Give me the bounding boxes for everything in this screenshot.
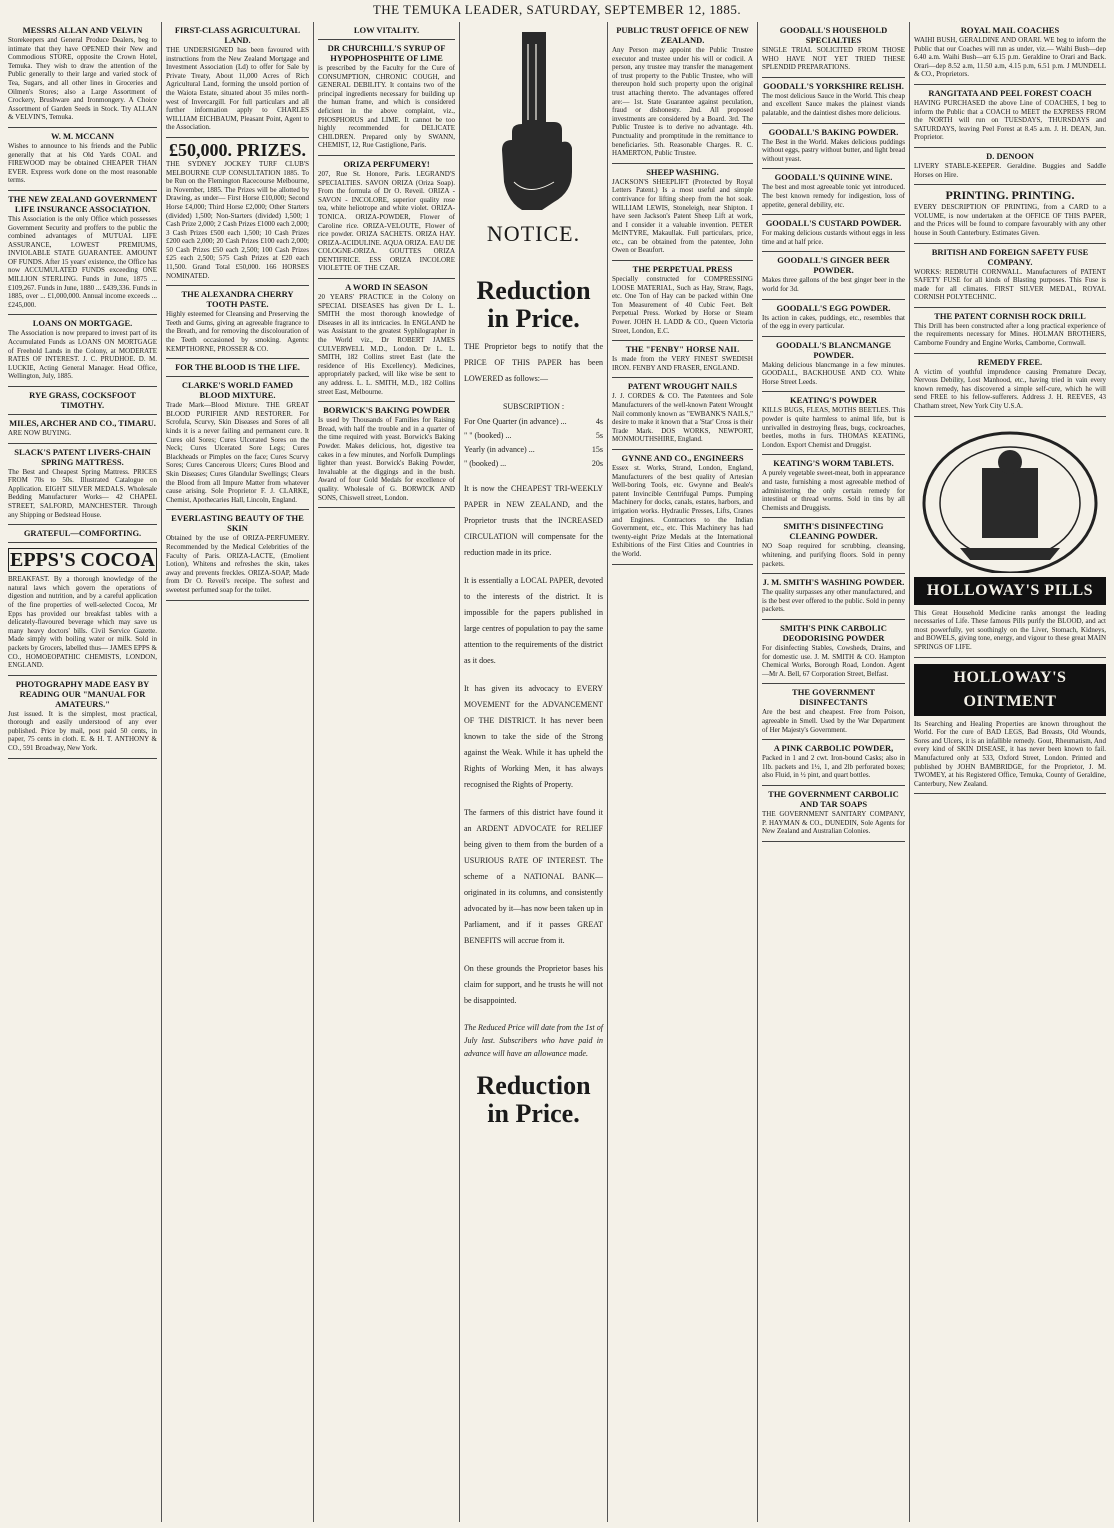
advertisement-heading: GOODALL'S CUSTARD POWDER. [765, 218, 902, 229]
rate-row [464, 429, 603, 443]
rate-price: 4s [595, 417, 603, 426]
advertisement [914, 185, 1106, 243]
advertisement-heading: GOODALL'S EGG POWDER. [776, 302, 891, 313]
rate-price: 5s [595, 431, 603, 440]
advertisement-body: KILLS BUGS, FLEAS, MOTHS BEETLES. This powder is quite harmless to animal life, but is unrivalled in destroying fleas, bugs, cockroaches, beetles, moths in furs. THOMAS KEATING, London. Export Chemist and Druggist. [762, 406, 905, 449]
advertisement-heading: A WORD IN SEASON [345, 282, 428, 293]
rate-price: 15s [591, 445, 603, 454]
notice-paragraph: The farmers of this district have found it an ARDENT ADVOCATE for RELIEF being given to them from the burden of a USURIOUS RATE OF INTEREST. The scheme of a NATIONAL BANK—originated in its columns, and consistently advocated by it—has now been taken up in Parliament, and if it passes GREAT BENEFITS will accrue from it. [464, 808, 603, 945]
advertisement-heading: PATENT WROUGHT NAILS [627, 381, 738, 392]
advertisement [762, 124, 905, 170]
pointing-hand-icon [484, 32, 584, 212]
advertisement-body: Essex st. Works, Strand, London, England, Manufacturers of the best quality of Artesian Well-boring Tools, etc. Gwynne and Beale's patent Invincible Centrifugal Pumps. Pumping Machinery for docks, canals, estates, harbors, and irrigation works. Hydraulic Presses, Lifts, Cranes and Engines. Contractors to the Indian Government, etc., etc. This Machinery has had twenty-eight Prize Medals at the International Exhibitions of the First Cities and Countries in the World. [612, 463, 753, 558]
advertisement-body: Is used by Thousands of Families for Raising Bread, with half the trouble and in a quarter of the time required with yeast. Borwick's Baking Powder. Makes delicious, hot, digestive tea cakes in a few minutes, and Norfolk Dumplings lighter than yeast. Borwick's Baking Powder, Invaluable at the diggings and in the bush. Award of four Gold Medals for excellence of quality. Wholesale of G. BORWICK AND SONS, Chiswell street, London. [318, 416, 455, 502]
column-4-notice [460, 22, 608, 1522]
advertisement-body: This Drill has been constructed after a long practical experience of the requirements necessary for Mines. HOLMAN BROTHERS, Camborne Foundry and Engine Works, Camborne, Cornwall. [914, 321, 1106, 348]
advertisement-heading: J. M. SMITH'S WASHING POWDER. [762, 577, 905, 588]
advertisement-body: A purely vegetable sweet-meat, both in appearance and taste, furnishing a most agreeable method of administering the only certain remedy for intestinal or thread worms. Sold in tins by all Chemists and Druggists. [762, 469, 905, 512]
advertisement [914, 148, 1106, 185]
advertisement-heading: D. DENOON [986, 150, 1034, 161]
advertisement-body: THE GOVERNMENT SANITARY COMPANY, P. HAYMAN & CO., DUNEDIN, Sole Agents for New Zealand and Australian Colonies. [762, 809, 905, 836]
advertisement-body: Are the best and cheapest. Free from Poison, agreeable in Smell. Used by the War Department of Her Majesty's Government. [762, 708, 905, 734]
advertisement-heading: FOR THE BLOOD IS THE LIFE. [175, 362, 300, 373]
advertisement-heading: THE PATENT CORNISH ROCK DRILL [934, 310, 1086, 321]
advertisement-body: The most delicious Sauce in the World. This cheap and excellent Sauce makes the plainest viands palatable, and the daintiest dishes more delicious. [762, 91, 905, 117]
advertisement-body: 207, Rue St. Honore, Paris. LEGRAND'S SPECIALTIES. SAVON ORIZA (Oriza Soap). From the formula of Dr O. Reveil. ORIZA - SAVON - INCOLORE, superior quality rose tea, white heliotrope and white violet. ORIZA-TONICA. ORIZA-POWDER, Flower of Caroline rice. ORIZA-VELOUTE, Flower of rice powder. ORIZA SACHETS. ORIZA HAY. ORIZA-ACIDULINE. AQUA ORIZA. EAU DE COLOGNE-ORIZA. GOUTTES ORIZA DENTIFRICE. ESS ORIZA INCOLORE VIOLETTE OF THE CZAR. [318, 169, 455, 273]
advertisement-heading: SHEEP WASHING. [646, 166, 719, 177]
advertisement-heading: PHOTOGRAPHY MADE EASY BY READING OUR "MANUAL FOR AMATEURS." [15, 678, 150, 709]
advertisement [166, 22, 309, 138]
advertisement [914, 658, 1106, 795]
advertisement-body: Specially constructed for COMPRESSING LOOSE MATERIAL, Such as Hay, Straw, Rags, etc. One Ton of Hay can be packed within One Ton Measurement of 40 Cubic Feet. Belt Perpetual Press. Worked by Horse or Steam Power. JOHN H. LADD & CO., Queen Victoria Street, London, E.C. [612, 275, 753, 335]
advertisement [762, 22, 905, 78]
advertisement [318, 156, 455, 279]
advertisement-heading: KEATING'S WORM TABLETS. [773, 458, 894, 469]
advertisement-body: Its Searching and Healing Properties are known throughout the World. For the cure of BAD LEGS, Bad Breasts, Old Wounds, Sores and Ulcers, it is an infallible remedy. Gout, Rheumatism, And every kind of SKIN DISEASE, it has never been known to fail. Manufactured only at 533, Oxford Street, London. Printed and published by JOHN BAMBRIDGE, for the Proprietor, J. M. TWOMEY, at his Registered Office, Temuka, County of Geraldine, Canterbury, New Zealand. [914, 719, 1106, 788]
advertisement-heading: FIRST-CLASS AGRICULTURAL LAND. [174, 25, 301, 45]
advertisement-body: HAVING PURCHASED the above Line of COACHES, I beg to inform the Public that a COACH to MEET the EXPRESS FROM the NORTH will run on TUESDAYS, THURSDAYS and SATURDAYS, leaving Peel Forest at 8.45 a.m. J. H. DEAN, Jun. Proprietor. [914, 98, 1106, 142]
advertisement [8, 128, 157, 191]
advertisement-heading: EVERLASTING BEAUTY OF THE SKIN [171, 513, 304, 534]
advertisement-body: Obtained by the use of ORIZA-PERFUMERY. Recommended by the Medical Celebrities of the Faculty of Paris. ORIZA-LACTE, (Emolient Lotion), Whitens and refreshes the skin, takes away and prevents freckles. ORIZA-SOAP, Made from Dr O. Reveil's receipe. The softest and sweetest perfumed soap for the toilet. [166, 534, 309, 594]
advertisement [914, 22, 1106, 85]
advertisement [166, 138, 309, 286]
advertisement-heading: HOLLOWAY'S PILLS [914, 577, 1106, 605]
advertisement-heading: GOODALL'S GINGER BEER POWDER. [777, 255, 890, 276]
advertisement [318, 279, 455, 402]
columns [4, 22, 1110, 1524]
oddfellows-emblem-icon [920, 423, 1100, 573]
advertisement [914, 417, 1106, 658]
advertisement-body: 20 YEARS' PRACTICE in the Colony on SPECIAL DISEASES has given Dr L. L. SMITH the most thorough knowledge of Diseases in all its intricacies. In ENGLAND he was Assistant to the greatest Syphilographer in the World viz., Dr ROBERT JAMES CULVERWELL M.D., London. Dr L. L. SMITH, 182 Collins street East (late the residence of His Excellency). Medicines, appropriately packed, will like wise be sent to any address. L. L. SMITH, M.D., 182 Collins street East, Melbourne. [318, 293, 455, 396]
advertisement-body: For disinfecting Stables, Cowsheds, Drains, and for domestic use. J. M. SMITH & CO. Hampton Chemical Works, Borough Road, London. Agent—Mr A. Bell, 67 Corporation Street, Belfast. [762, 643, 905, 678]
advertisement-body: NO Soap required for scrubbing, cleansing, whitening, and purifying floors. Sold in penny packets. [762, 542, 905, 568]
rate-price: 20s [591, 459, 603, 468]
advertisement-body: ARE NOW BUYING. [8, 429, 72, 437]
advertisement-body: This Great Household Medicine ranks amongst the leading necessaries of Life. These famous Pills purify the BLOOD, and act most powerfully, yet soothingly on the Liver, Stomach, Kidneys, and BOWELS, giving tone, energy, and vigour to these great MAIN SPRINGS OF LIFE. [914, 608, 1106, 651]
advertisement [612, 378, 753, 450]
advertisement-body: The Association is now prepared to invest part of its Accumulated Funds as LOANS ON MORTGAGE of Freehold Lands in the Colony, at MODERATE RATES OF INTEREST. J. C. PRUDHOE. D. M. LUCKIE, Acting General Manager. Head Office, Wellington, July, 1885. [8, 329, 157, 381]
advertisement-body: Makes three gallons of the best ginger beer in the world for 3d. [762, 276, 905, 293]
advertisement [318, 402, 455, 508]
advertisement [8, 191, 157, 316]
advertisement-heading: GOODALL'S QUININE WINE. [774, 172, 893, 183]
advertisement [166, 510, 309, 600]
masthead [0, 0, 1114, 20]
advertisement [612, 341, 753, 378]
advertisement [762, 300, 905, 337]
advertisement [612, 450, 753, 565]
advertisement-heading: PUBLIC TRUST OFFICE OF NEW ZEALAND. [616, 25, 749, 45]
advertisement-heading: PRINTING. PRINTING. [945, 188, 1075, 203]
advertisement-body: THE SYDNEY JOCKEY TURF CLUB'S MELBOURNE CUP CONSULTATION 1885. To be Run on the Flemington Racecourse Melbourne, in November, 1885. The Prizes will be allotted by Drawing, as under— First Horse £10,000; Second Horse £4,000; Third Horse £2,000; Other Starters (divided) 1,500; Non-Starters (divided) 1,500; 1 Cash Prize 2,000; 2 Cash Prizes £1000 each 2,000; 3 Cash Prizes £500 each 1,500; 10 Cash Prizes £200 each 2,000; 20 Cash Prizes £100 each 2,000; 50 Cash Prizes £50 each 2,500; 100 Cash Prizes £25 each 2,500; 575 Cash Prizes at £20 each 11,500. Grand Total £50,000. 166 HORSES NOMINATED. [166, 159, 309, 280]
rate-row [464, 415, 603, 429]
advertisement-heading: REMEDY FREE. [977, 356, 1043, 367]
notice-paragraph: It is essentially a LOCAL PAPER, devoted to the interests of the district. It is impossible for the papers published in large centres of population to pay the same attention to the requirements of the district as it does. [464, 576, 603, 665]
rate-row [464, 457, 603, 471]
advertisement-body: Making delicious blancmange in a few minutes. GOODALL, BACKHOUSE AND CO. White Horse Street Leeds. [762, 360, 905, 386]
advertisement-body: Packed in 1 and 2 cwt. Iron-bound Casks; also in 1lb. packets and 1½, 1, and 2lb perforated boxes; also Fluid, in ½ pint, and quart bottles. [762, 754, 905, 780]
advertisement [914, 244, 1106, 308]
advertisement-body: WAIHI BUSH, GERALDINE AND ORARI. WE beg to inform the Public that our Coaches will run as under, viz.— Waihi Bush—dep 6.40 a.m. Waihi Bush—arr 6.15 p.m. Geraldine to Orari and Back. Orari—dep 8.52 a.m, 11.50 a.m, 4.15 p.m, 6.51 p.m. J MUNDELL & CO., Proprietors. [914, 36, 1106, 79]
masthead-title: THE TEMUKA LEADER, SATURDAY, SEPTEMBER 12, 1885. [372, 2, 742, 17]
advertisement-heading: SLACK'S PATENT LIVERS-CHAIN SPRING MATTRESS. [14, 446, 151, 467]
advertisement [762, 392, 905, 455]
advertisement-heading: MILES, ARCHER AND CO., TIMARU. [9, 418, 156, 428]
column-6 [758, 22, 910, 1522]
advertisement-heading: BORWICK'S BAKING POWDER [323, 405, 450, 416]
advertisement-heading: THE GOVERNMENT CARBOLIC AND TAR SOAPS [768, 788, 899, 809]
advertisement-heading: THE NEW ZEALAND GOVERNMENT LIFE INSURANCE ASSOCIATION. [8, 193, 157, 214]
notice-body [464, 339, 603, 1060]
advertisement [762, 215, 905, 252]
column-2 [162, 22, 314, 1522]
advertisement-body: JACKSON'S SHEEPLIFT (Protected by Royal Letters Patent.) Is a most useful and simple contrivance for lifting sheep from the hot soak. WILLIAM LEWIS, Stoneleigh, near Shipton. I have seen Jackson's Patent Sheep Lift at work, and I consider it a valuable invention. PETER McINTYRE, Makaullak. Full particulars, price, etc., can be obtained from the patentee, John Owen or Beaufort. [612, 177, 753, 255]
advertisement [8, 22, 157, 128]
column-5 [608, 22, 758, 1522]
advertisement [166, 286, 309, 359]
advertisement-body: This Association is the only Office which possesses Government Security and proffers to the public the combined advantages of MUTUAL LIFE ASSURANCE, LOWEST PREMIUMS, INVIOLABLE STATE GUARANTEE. AMOUNT OF FUNDS. After 15 years' existence, the Office has now ACCUMULATED FUNDS exceeding ONE MILLION STERLING. Funds in June, 1875 ... £109,267. Funds in June, 1880 ... £439,336. Funds in 1885, over ... £1,000,000. Annual income exceeds ... £245,000. [8, 214, 157, 309]
notice-heading-bottom: Reduction in Price. [476, 1071, 591, 1128]
advertisement-heading: THE ALEXANDRA CHERRY TOOTH PASTE. [181, 289, 294, 310]
advertisement-body: Its action in cakes, puddings, etc., resembles that of the egg in every particular. [762, 313, 905, 331]
advertisement-heading: A PINK CARBOLIC POWDER, [773, 743, 894, 754]
advertisement-heading: SMITH'S PINK CARBOLIC DEODORISING POWDER [780, 622, 887, 643]
advertisement [8, 315, 157, 387]
advertisement-body: WORKS: REDRUTH CORNWALL. Manufacturers of PATENT SAFETY FUSE for all kinds of Blasting purposes. This Fuse is made for all climates. FIRST SILVER MEDAL, ROYAL CORNISH POLYTECHNIC. [914, 267, 1106, 302]
advertisement-heading: RANGITATA AND PEEL FOREST COACH [928, 87, 1092, 98]
rate-row [464, 443, 603, 457]
advertisement [166, 377, 309, 510]
advertisement-body: is prescribed by the Faculty for the Cure of CONSUMPTION, CHRONIC COUGH, and GENERAL DEBILITY. It contains two of the principal ingredients necessary for building up the human frame, and which is considered deficient in the above complaint, viz., PHOSPHORUS and LIME. It cannot be too highly recommended for DELICATE CHILDREN. Prepared only by SWANN, CHEMIST, 12, Rue Castiglione, Paris. [318, 64, 455, 150]
advertisement-body: The Best in the World. Makes delicious puddings without eggs, pastry without butter, and light bread without yeast. [762, 137, 906, 163]
advertisement-heading: THE GOVERNMENT DISINFECTANTS [792, 687, 875, 708]
advertisement-heading: RYE GRASS, COCKSFOOT TIMOTHY. [29, 390, 136, 410]
rate-label: " " (booked) ... [464, 431, 512, 440]
advertisement [762, 455, 905, 518]
advertisement [762, 169, 905, 215]
advertisement-body: The quality surpasses any other manufactured, and is the best ever offered to the public. Sold in penny packets. [762, 588, 905, 614]
advertisement-heading: CLARKE'S WORLD FAMED BLOOD MIXTURE. [181, 380, 294, 401]
advertisement [612, 22, 753, 164]
advertisement-body: Highly esteemed for Cleansing and Preserving the Teeth and Gums, giving an agreeable fragrance to the Breath, and for removing the discolouration of the Teeth occasioned by smoking. Agents: KEMPTHORNE, PROSSER & CO. [166, 310, 309, 353]
advertisement [318, 22, 455, 40]
rate-table [464, 415, 603, 471]
advertisement-heading: THE PERPETUAL PRESS [632, 264, 733, 275]
advertisement-heading: GOODALL'S BLANCMANGE POWDER. [776, 339, 891, 360]
advertisement-body: Is made from the VERY FINEST SWEDISH IRON. FENBY AND FRASER, ENGLAND. [612, 355, 753, 372]
notice-intro: THE Proprietor begs to notify that the PRICE OF THIS PAPER has been LOWERED as follows:— [464, 342, 603, 383]
advertisement-body: Any Person may appoint the Public Trustee executor and trustee under his will or codicil. A person, any trustee may transfer the management of trust property to the Public Trustee, who will thereupon hold such property upon the original trust attaching thereto. The advantages offered are:— 1st. State Guarantee against peculation, fraud or dishonesty. 2nd. All proposed investments are considered by a Board. 3rd. The Public Trustee is to derive no advantage. 4th. Punctuality and promptitude in the remittance to beneficiaries. 5th. Reasonable Charges. R. C. HAMERTON, Public Trustee. [612, 46, 753, 158]
advertisement-heading: KEATING'S POWDER [790, 395, 877, 406]
advertisement-body: The best and most agreeable tonic yet introduced. The best known remedy for indigestion, loss of appetite, general debility, etc. [762, 183, 905, 209]
advertisement [762, 337, 905, 393]
advertisement [914, 308, 1106, 354]
advertisement-body: THE UNDERSIGNED has been favoured with instructions from the New Zealand Mortgage and Investment Association (Ld) to offer for Sale by Private Treaty, About 11,000 Acres of Rich Agricultural Land, forming the unsold portion of the Waiota Estate, situated about 35 miles north-west of Invercargill. For full particulars and all further information apply to CHARLES WILLIAM EICHBAUM, Pleasant Point, Agent to the Association. [166, 46, 309, 132]
rate-label: Yearly (in advance) ... [464, 445, 535, 454]
advertisement-heading: W. M. MCCANN [51, 130, 114, 141]
advertisement [612, 261, 753, 341]
notice-footer: The Reduced Price will date from the 1st of July last. Subscribers who have paid in advance will have an allowance made. [464, 1023, 603, 1058]
advertisement [8, 387, 157, 415]
notice-paragraph: It has given its advocacy to EVERY MOVEMENT for the ADVANCEMENT OF THE DISTRICT. It has never been known to take the side of the Strong against the Weak. While it has upheld the Rights of Working Men, it has always recognised the Rights of Property. [464, 684, 603, 789]
advertisement [762, 684, 905, 740]
advertisement-heading: GOODALL'S BAKING POWDER. [768, 126, 899, 137]
advertisement-heading: GYNNE AND CO., ENGINEERS [621, 452, 744, 463]
advertisement [914, 85, 1106, 148]
rate-label: " (booked) ... [464, 459, 507, 468]
advertisement-heading: LOW VITALITY. [353, 25, 420, 35]
advertisement-body: LIVERY STABLE-KEEPER. Geraldine. Buggies and Saddle Horses on Hire. [914, 161, 1106, 179]
advertisement-heading: GRATEFUL—COMFORTING. [23, 528, 142, 539]
advertisement-heading: DR CHURCHILL'S SYRUP OF HYPOPHOSPHITE OF LIME [327, 43, 446, 63]
advertisement-heading: ORIZA PERFUMERY! [343, 158, 430, 169]
advertisement-heading: GOODALL'S HOUSEHOLD SPECIALTIES [779, 25, 888, 45]
advertisement-heading: THE "FENBY" HORSE NAIL [625, 344, 740, 355]
advertisement-heading: SMITH'S DISINFECTING CLEANING POWDER. [783, 521, 884, 542]
advertisement [8, 676, 157, 759]
advertisement-heading: GOODALL'S YORKSHIRE RELISH. [763, 80, 904, 91]
advertisement-heading: £50,000. PRIZES. [168, 139, 307, 160]
notice-paragraph: It is now the CHEAPEST TRI-WEEKLY PAPER in NEW ZEALAND, and the Proprietor trusts that the INCREASED CIRCULATION will compensate for the reduction made in its price. [464, 484, 603, 557]
advertisement-body: BREAKFAST. By a thorough knowledge of the natural laws which govern the operations of digestion and nutrition, and by a careful application of the fine properties of well-selected Cocoa, Mr Epps has provided our breakfast tables with a delicately-flavoured beverage which may save us many heavy doctors' bills. Civil Service Gazette. Made simply with boiling water or milk. Sold in packets by Grocers, labelled thus— JAMES EPPS & CO., HOMOEOPATHIC CHEMISTS, LONDON, ENGLAND. [8, 575, 157, 670]
advertisement [612, 164, 753, 261]
advertisement-body: Trade Mark—Blood Mixture. THE GREAT BLOOD PURIFIER AND RESTORER. For Scrofula, Scurvy, Skin Diseases and Sores of all kinds it is a never failing and permanent cure. It Cures old Sores; Cures Ulcerated Sores on the Neck; Cures Ulcerated Sore Legs; Cures Blackheads or Pimples on the face; Cures Scurvy Sores; Cures Cancerous Ulcers; Cures Blood and Skin Diseases; Cures Glandular Swellings; Clears the Blood from all Impure Matter from whatever cause arising. Sole Proprietor F. J. CLARKE, Chemist, Apothecaries Hall, Lincoln, England. [166, 401, 309, 504]
notice-title: NOTICE. [486, 221, 581, 246]
advertisement [762, 740, 905, 786]
column-3 [314, 22, 460, 1522]
subscription-label: SUBSCRIPTION : [502, 402, 565, 411]
notice-paragraphs [464, 481, 603, 1009]
advertisement-body: Wishes to announce to his friends and the Public generally that at his Old Yards COAL and FIREWOOD may be obtained CHEAPER THAN EVER. Express work done on the most reasonable terms. [8, 141, 157, 185]
advertisement [762, 786, 905, 842]
rate-label: For One Quarter (in advance) ... [464, 417, 567, 426]
advertisement [318, 40, 455, 156]
advertisement [8, 525, 157, 543]
advertisement [8, 415, 157, 444]
advertisement-body: The Best and Cheapest Spring Mattress. PRICES FROM 70s to 50s. Illustrated Catalogue on Application. EIGHT SILVER MEDALS. Wholesale Bedding Manufacturer Works— 42 CHAPEL STREET, SALFORD, MANCHESTER. Through any Shipping or Bedstead House. [8, 467, 157, 519]
advertisement-heading: HOLLOWAY'S OINTMENT [914, 664, 1106, 716]
advertisement [914, 354, 1106, 417]
advertisement-heading: LOANS ON MORTGAGE. [32, 318, 133, 329]
advertisement-body: J. J. CORDES & CO. The Patentees and Sole Manufacturers of the well-known Patent Wrought Nail commonly known as "EWBANK'S NAILS," desire to make it known that a 'Star' Cross is their Trade Mark. DOS WORKS, NEWPORT, MONMOUTHSHIRE, England. [612, 392, 753, 444]
column-1 [4, 22, 162, 1522]
advertisement-body: A victim of youthful imprudence causing Premature Decay, Nervous Debility, Lost Manhood, etc., having tried in vain every known remedy, has discovered a simple self-cure, which he will send FREE to his fellow-sufferers. Address J. H. REEVES, 43 Chatham street, New York City U.S.A. [914, 367, 1106, 411]
advertisement [8, 543, 157, 676]
advertisement-body: Storekeepers and General Produce Dealers, beg to intimate that they have OPENED their New and Commodious STORE, opposite the Crown Hotel, Temuka. They wish to draw the attention of the Public generally to their large and varied stock of Tea, Sugars, and all other lines in Groceries and Oilmen's Stores; also a Large Assortment of Crockery, Brushware and Ironmongery. A Choice Assortment of Garden Seeds in Stock. Try ALLAN & VELVIN'S, Temuka. [8, 36, 157, 122]
advertisement-heading: ROYAL MAIL COACHES [960, 25, 1060, 35]
advertisement-body: Just issued. It is the simplest, most practical, thorough and easily understood of any ever published. Price by mail, post paid 50 cents, in paper, 75 cents in cloth. E. & H. T. ANTHONY & CO., 591 Broadway, New York. [8, 709, 157, 753]
advertisement [762, 252, 905, 299]
advertisement [762, 620, 905, 684]
advertisement-body: EVERY DESCRIPTION OF PRINTING, from a CARD to a VOLUME, is now undertaken at the OFFICE OF THIS PAPER, and the Prices will be found to compare favourably with any other house in South Canterbury. Estimates Given. [914, 203, 1106, 237]
notice-paragraph: On these grounds the Proprietor bases his claim for support, and he trusts he will not be disappointed. [464, 964, 603, 1005]
notice-heading: Reduction in Price. [476, 276, 591, 333]
advertisement [8, 444, 157, 526]
advertisement [166, 359, 309, 377]
advertisement-heading: MESSRS ALLAN AND VELVIN [22, 25, 143, 35]
advertisement [762, 78, 905, 124]
advertisement-body: SINGLE TRIAL SOLICITED FROM THOSE WHO HAVE NOT YET TRIED THESE SPLENDID PREPARATIONS. [762, 46, 905, 72]
advertisement [762, 518, 905, 574]
advertisement-heading: BRITISH AND FOREIGN SAFETY FUSE COMPANY. [931, 246, 1089, 267]
column-7 [910, 22, 1110, 1522]
advertisement-body: For making delicious custards without eggs in less time and at half price. [762, 229, 905, 246]
advertisement-heading: EPPS'S COCOA [9, 549, 156, 572]
advertisement [762, 574, 905, 620]
